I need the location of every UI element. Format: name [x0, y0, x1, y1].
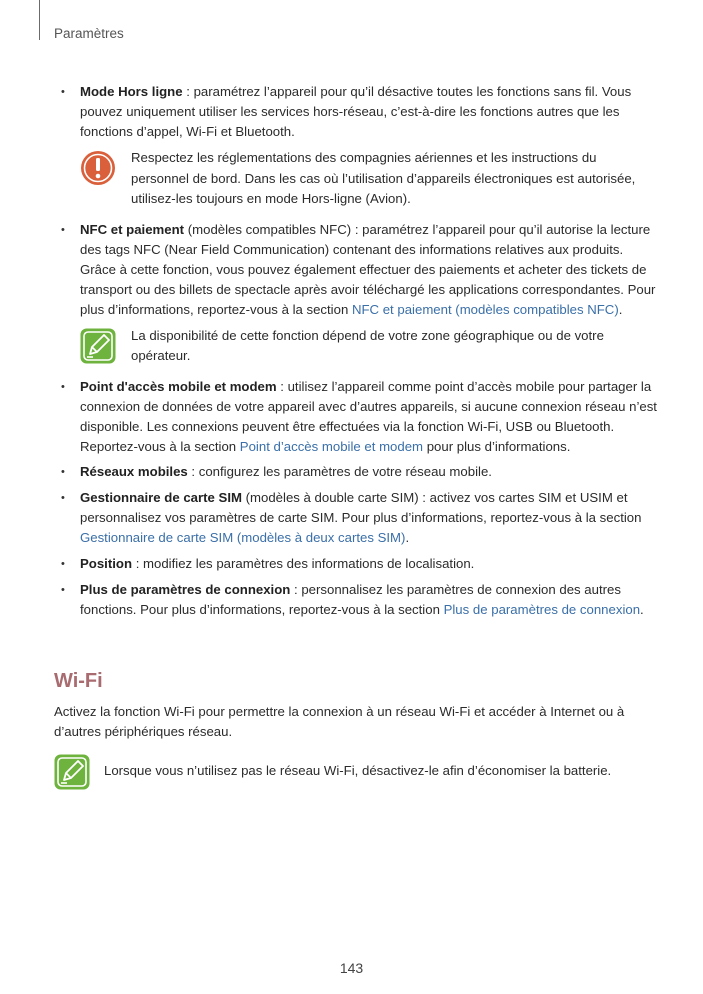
item-title: NFC et paiement — [80, 221, 185, 237]
warning-note — [58, 148, 658, 210]
item-title: Réseaux mobiles — [80, 463, 188, 479]
warning-icon — [80, 150, 116, 186]
bullet-dot: • — [61, 557, 65, 570]
wifi-note-text: Lorsque vous n’utilisez pas le réseau Wi-Fi, désactivez-le afin d’économiser la batterie. — [104, 763, 612, 778]
list-item — [58, 82, 658, 142]
bullet-dot: • — [61, 86, 65, 98]
hotspot-section-link[interactable]: Point d’accès mobile et modem — [239, 438, 424, 454]
item-title: Gestionnaire de carte SIM — [80, 489, 242, 505]
note-pencil-icon — [54, 754, 90, 790]
item-title: Position — [80, 555, 133, 571]
item-text-after: pour plus d’informations. — [423, 438, 571, 454]
item-title: Mode Hors ligne — [80, 84, 183, 99]
list-item — [58, 488, 658, 548]
header-divider — [39, 0, 40, 40]
settings-bullet-list — [58, 82, 658, 620]
item-text: : configurez les paramètres de votre réseau mobile. — [187, 463, 492, 479]
list-item — [58, 580, 658, 620]
item-text: : paramétrez l’appareil pour qu’il désactive toutes les fonctions sans fil. Vous pouvez uniquement utiliser les services hors-réseau, c’est-à-dire les fonctions autres que les fonctions d’appel, Wi-Fi et Bluetooth. — [80, 84, 632, 139]
connection-settings-section-link[interactable]: Plus de paramètres de connexion — [443, 601, 641, 617]
bullet-dot: • — [61, 380, 65, 393]
list-item — [58, 462, 658, 482]
item-text-after: . — [405, 529, 410, 545]
bullet-dot: • — [61, 583, 65, 596]
nfc-section-link[interactable]: NFC et paiement (modèles compatibles NFC) — [351, 301, 619, 317]
item-title: Plus de paramètres de connexion — [80, 581, 291, 597]
list-item — [58, 220, 658, 320]
warning-note-text: Respectez les réglementations des compagnies aériennes et les instructions du personnel de bord. Dans les cas où l’utilisation d’appareils électroniques est autorisée, utilisez-les toujours en mode Hors-ligne (Avion). — [131, 150, 636, 206]
item-text: (modèles compatibles NFC) : paramétrez l’appareil pour qu’il autorise la lecture des tags NFC (Near Field Communication) contenant des informations relatives aux produits. Grâce à cette fonction, vous pouvez également effectuer des paiements et acheter des tickets de transport ou des billets de spectacle après avoir téléchargé les applications correspondantes. Pour plus d’informations, reportez-vous à la section — [80, 221, 656, 317]
item-text: (modèles à double carte SIM) : activez vos cartes SIM et USIM et personnalisez vos paramètres de carte SIM. Pour plus d’informations, reportez-vous à la section — [80, 489, 642, 525]
bullet-dot: • — [61, 491, 65, 504]
list-item — [58, 554, 658, 574]
item-text: : personnalisez les paramètres de connexion des autres fonctions. Pour plus d’informations, reportez-vous à la section — [80, 581, 621, 617]
page-number: 143 — [339, 960, 364, 976]
note-pencil-icon — [80, 328, 116, 364]
item-title: Point d'accès mobile et modem — [80, 378, 277, 394]
wifi-heading: Wi-Fi — [54, 670, 103, 692]
item-text-after: . — [640, 601, 644, 617]
wifi-info-note — [54, 754, 654, 790]
item-text: : modifiez les paramètres des informations de localisation. — [132, 555, 475, 571]
item-text-after: . — [618, 301, 623, 317]
wifi-description: Activez la fonction Wi-Fi pour permettre la connexion à un réseau Wi-Fi et accéder à Internet ou à d’autres périphériques réseau. — [54, 704, 625, 739]
sim-manager-section-link[interactable]: Gestionnaire de carte SIM (modèles à deux cartes SIM) — [80, 529, 406, 545]
info-note-text: La disponibilité de cette fonction dépend de votre zone géographique ou de votre opérateur. — [131, 327, 604, 363]
item-text: : utilisez l’appareil comme point d’accès mobile pour partager la connexion de données de votre appareil avec d’autres appareils, si aucune connexion réseau n’est disponible. Les connexions peuvent être effectuées via la fonction Wi-Fi, USB ou Bluetooth. Reportez-vous à la section — [80, 378, 657, 454]
info-note — [58, 326, 658, 367]
list-item — [58, 377, 658, 457]
bullet-dot: • — [61, 465, 65, 478]
bullet-dot: • — [61, 223, 65, 236]
header-section-title: Paramètres — [54, 26, 124, 41]
